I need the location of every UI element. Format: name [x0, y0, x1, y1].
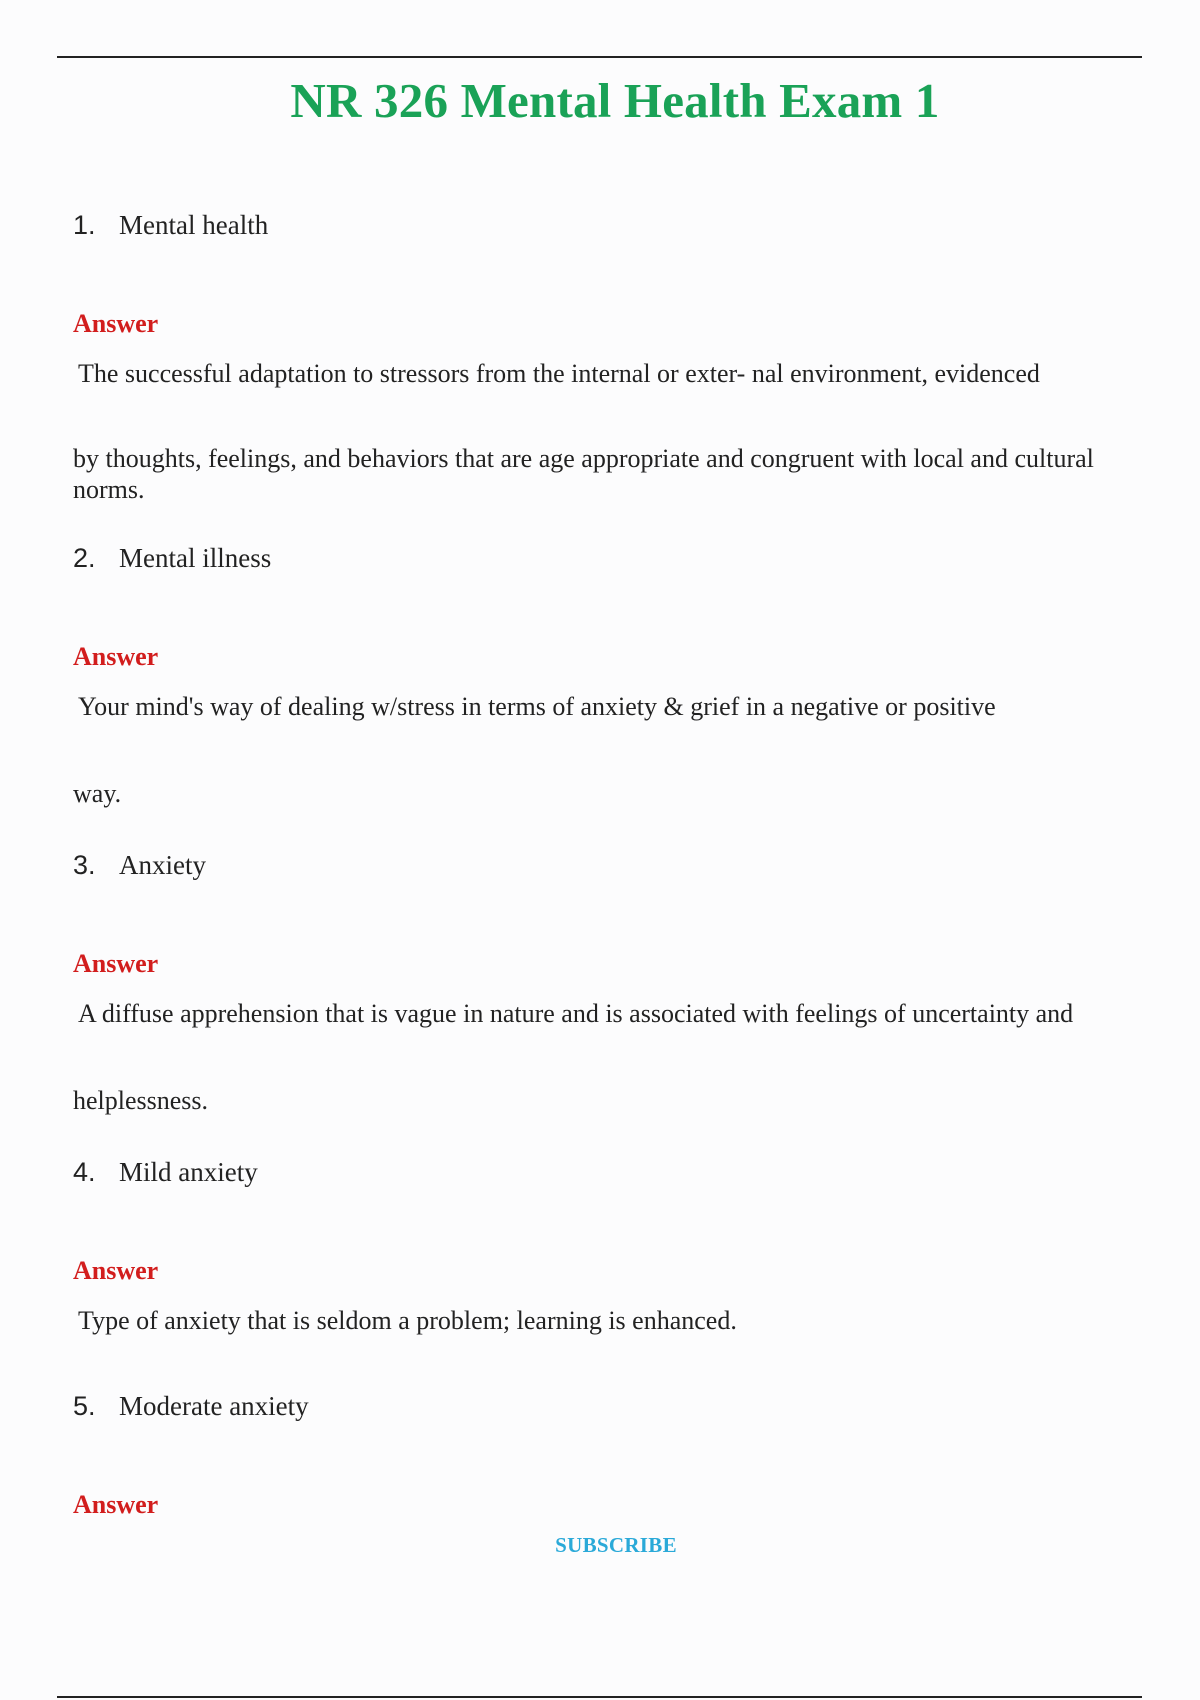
answer-label: Answer — [73, 309, 159, 338]
question-2 — [73, 543, 271, 574]
answer-text-continued: helplessness. — [73, 1086, 209, 1115]
question-5 — [73, 1391, 309, 1422]
question-number: 5. — [73, 1391, 96, 1421]
question-term: Moderate anxiety — [119, 1391, 309, 1421]
question-term: Mental health — [119, 210, 269, 240]
question-1 — [73, 210, 268, 241]
document-title: NR 326 Mental Health Exam 1 — [290, 73, 940, 128]
answer-text-continued: by thoughts, feelings, and behaviors that are age appropriate and congruent with local and cultural norms. — [73, 444, 1094, 504]
subscribe-link[interactable]: SUBSCRIBE — [555, 1533, 677, 1557]
answer-text-continued: way. — [73, 779, 122, 808]
top-rule — [57, 56, 1142, 58]
answer-label: Answer — [73, 1256, 159, 1285]
bottom-rule — [57, 1696, 1142, 1698]
question-number: 4. — [73, 1157, 96, 1187]
answer-label: Answer — [73, 642, 159, 671]
question-number: 1. — [73, 210, 96, 240]
question-term: Anxiety — [119, 850, 206, 880]
question-number: 2. — [73, 543, 96, 573]
answer-label: Answer — [73, 949, 159, 978]
question-term: Mental illness — [119, 543, 272, 573]
answer-text: The successful adaptation to stressors from the internal or exter- nal environment, evidenced — [78, 359, 1040, 388]
answer-text: Type of anxiety that is seldom a problem; learning is enhanced. — [78, 1306, 737, 1335]
question-term: Mild anxiety — [119, 1157, 258, 1187]
question-3 — [73, 850, 206, 881]
answer-text: Your mind's way of dealing w/stress in terms of anxiety & grief in a negative or positive — [78, 692, 996, 721]
answer-text: A diffuse apprehension that is vague in nature and is associated with feelings of uncertainty and — [78, 999, 1074, 1028]
answer-label: Answer — [73, 1490, 159, 1519]
question-4 — [73, 1157, 258, 1188]
question-number: 3. — [73, 850, 96, 880]
